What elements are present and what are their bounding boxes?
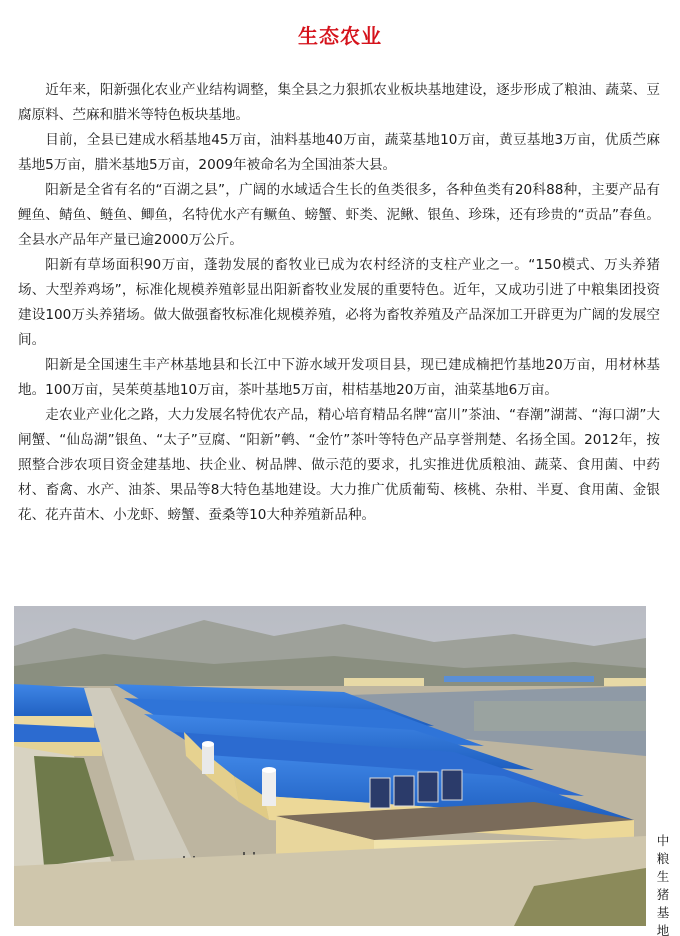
caption-char: 粮 bbox=[656, 851, 670, 866]
caption-char: 基 bbox=[656, 905, 670, 920]
paragraph: 阳新是全国速生丰产林基地县和长江中下游水域开发项目县，现已建成楠把竹基地20万亩，用材林基地。100万亩，吴茱萸基地10万亩，茶叶基地5万亩，柑桔基地20万亩，油菜基地6万亩。 bbox=[18, 357, 660, 398]
paragraph: 阳新有草场面积90万亩，蓬勃发展的畜牧业已成为农村经济的支柱产业之一。“150模式、万头养猪场、大型养鸡场”，标准化规模养殖彰显出阳新畜牧业发展的重要特色。近年，又成功引进了中粮集团投资建设100万头养猪场。做大做强畜牧标准化规模养殖，必将为畜牧养殖及产品深加工开辟更为广阔的发展空间。 bbox=[18, 257, 660, 348]
caption-char: 地 bbox=[656, 923, 670, 936]
caption-char: 生 bbox=[656, 869, 670, 884]
paragraph: 目前，全县已建成水稻基地45万亩，油料基地40万亩，蔬菜基地10万亩，黄豆基地3万亩，优质苎麻基地5万亩，腊米基地5万亩，2009年被命名为全国油茶大县。 bbox=[18, 132, 660, 173]
photo-caption bbox=[651, 832, 675, 936]
page-title: 生态农业 bbox=[298, 24, 382, 48]
paragraph: 走农业产业化之路，大力发展名特优农产品，精心培育精品名牌“富川”茶油、“春潮”湖蒿、“海口湖”大闸蟹、“仙岛湖”银鱼、“太子”豆腐、“阳新”鹌、“金竹”茶叶等特色产品享誉荆楚、名扬全国。2012年，按照整合涉农项目资金建基地、扶企业、树品牌、做示范的要求，扎实推进优质粮油、蔬菜、食用菌、中药材、畜禽、水产、油茶、果品等8大特色基地建设。大力推广优质葡萄、核桃、杂柑、半夏、食用菌、金银花、花卉苗木、小龙虾、螃蟹、蚕桑等10大种养殖新品种。 bbox=[18, 407, 660, 523]
caption-char: 中 bbox=[656, 833, 670, 848]
paragraph: 阳新是全省有名的“百湖之县”，广阔的水域适合生长的鱼类很多，各种鱼类有20科88种，主要产品有鲤鱼、鲭鱼、鲢鱼、鲫鱼，名特优水产有鳜鱼、螃蟹、虾类、泥鳅、银鱼、珍珠，还有珍贵的“贡品”春鱼。全县水产品年产量已逾2000万公斤。 bbox=[18, 182, 660, 248]
paragraph: 近年来，阳新强化农业产业结构调整，集全县之力狠抓农业板块基地建设，逐步形成了粮油、蔬菜、豆腐原料、苎麻和腊米等特色板块基地。 bbox=[18, 82, 660, 123]
caption-char: 猪 bbox=[656, 887, 670, 902]
pig-farm-photo bbox=[14, 606, 646, 926]
article-body bbox=[18, 78, 660, 528]
